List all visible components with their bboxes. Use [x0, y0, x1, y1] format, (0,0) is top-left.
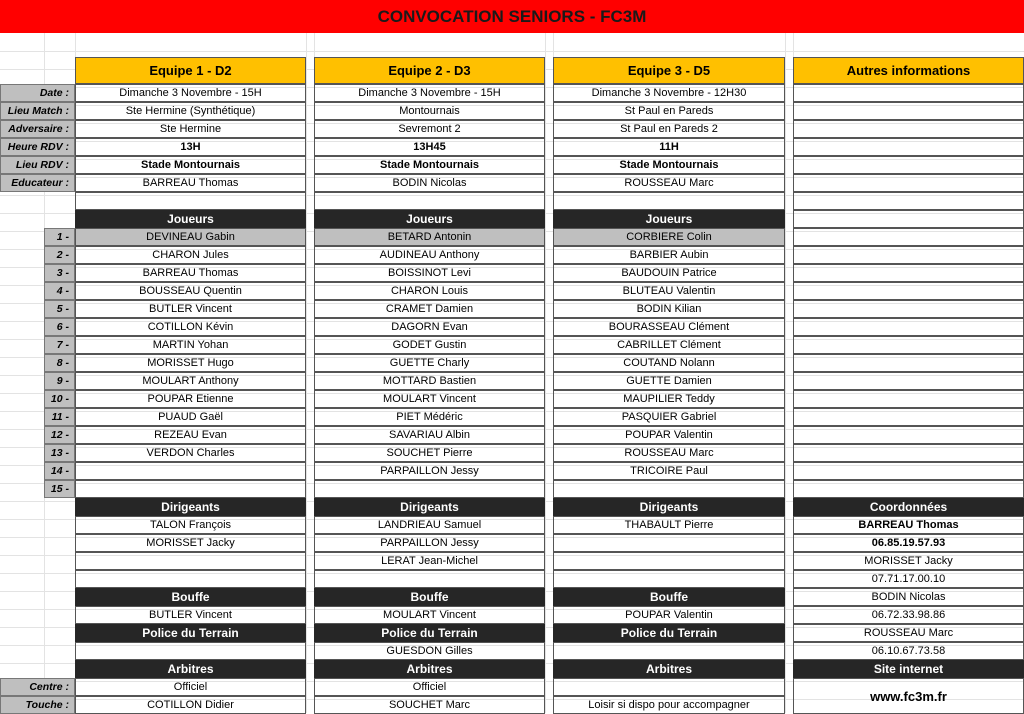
info-label: Lieu Match :: [0, 102, 75, 120]
player-number: 2 -: [44, 246, 75, 264]
player-name: SAVARIAU Albin: [314, 426, 545, 444]
player-name: PUAUD Gaël: [75, 408, 306, 426]
info-value: St Paul en Pareds: [553, 102, 785, 120]
coordonnee: MORISSET Jacky: [793, 552, 1024, 570]
player-name: BAUDOUIN Patrice: [553, 264, 785, 282]
info-value: Ste Hermine (Synthétique): [75, 102, 306, 120]
player-number: 14 -: [44, 462, 75, 480]
arbitre-label: Touche :: [0, 696, 75, 714]
empty-cell: [314, 192, 545, 210]
player-number: 5 -: [44, 300, 75, 318]
team-header: Equipe 2 - D3: [314, 57, 545, 84]
section-site: Site internet: [793, 660, 1024, 678]
coordonnee: BARREAU Thomas: [793, 516, 1024, 534]
player-name: VERDON Charles: [75, 444, 306, 462]
dirigeant-name: [553, 552, 785, 570]
coordonnee: 06.10.67.73.58: [793, 642, 1024, 660]
coordonnee: 07.71.17.00.10: [793, 570, 1024, 588]
info-value: Stade Montournais: [314, 156, 545, 174]
info-value: BARREAU Thomas: [75, 174, 306, 192]
police-name: GUESDON Gilles: [314, 642, 545, 660]
player-name: AUDINEAU Anthony: [314, 246, 545, 264]
info-value: St Paul en Pareds 2: [553, 120, 785, 138]
player-name: GUETTE Charly: [314, 354, 545, 372]
other-info-cell: [793, 246, 1024, 264]
section-joueurs: Joueurs: [553, 210, 785, 228]
section-joueurs: Joueurs: [75, 210, 306, 228]
info-value: Dimanche 3 Novembre - 12H30: [553, 84, 785, 102]
player-name: SOUCHET Pierre: [314, 444, 545, 462]
player-name: DAGORN Evan: [314, 318, 545, 336]
info-label: Heure RDV :: [0, 138, 75, 156]
player-number: 10 -: [44, 390, 75, 408]
player-name: CHARON Jules: [75, 246, 306, 264]
other-info-cell: [793, 390, 1024, 408]
coordonnee: BODIN Nicolas: [793, 588, 1024, 606]
player-name: ROUSSEAU Marc: [553, 444, 785, 462]
player-name: [314, 480, 545, 498]
other-info-cell: [793, 120, 1024, 138]
info-value: Sevremont 2: [314, 120, 545, 138]
player-name: GODET Gustin: [314, 336, 545, 354]
section-dirigeants: Dirigeants: [75, 498, 306, 516]
other-info-cell: [793, 372, 1024, 390]
player-name: MAUPILIER Teddy: [553, 390, 785, 408]
player-name: CHARON Louis: [314, 282, 545, 300]
coordonnee: 06.85.19.57.93: [793, 534, 1024, 552]
team-header: Autres informations: [793, 57, 1024, 84]
info-value: BODIN Nicolas: [314, 174, 545, 192]
player-name: BARREAU Thomas: [75, 264, 306, 282]
arbitre-name: SOUCHET Marc: [314, 696, 545, 714]
other-info-cell: [793, 84, 1024, 102]
player-name: PASQUIER Gabriel: [553, 408, 785, 426]
player-name: COTILLON Kévin: [75, 318, 306, 336]
other-info-cell: [793, 210, 1024, 228]
player-name: COUTAND Nolann: [553, 354, 785, 372]
player-name: BOURASSEAU Clément: [553, 318, 785, 336]
other-info-cell: [793, 264, 1024, 282]
section-dirigeants: Dirigeants: [314, 498, 545, 516]
bouffe-name: BUTLER Vincent: [75, 606, 306, 624]
player-name: BLUTEAU Valentin: [553, 282, 785, 300]
player-name: REZEAU Evan: [75, 426, 306, 444]
player-name: CORBIERE Colin: [553, 228, 785, 246]
other-info-cell: [793, 300, 1024, 318]
player-name: PARPAILLON Jessy: [314, 462, 545, 480]
other-info-cell: [793, 480, 1024, 498]
player-number: 11 -: [44, 408, 75, 426]
section-bouffe: Bouffe: [314, 588, 545, 606]
section-bouffe: Bouffe: [553, 588, 785, 606]
player-name: BOISSINOT Levi: [314, 264, 545, 282]
player-name: POUPAR Valentin: [553, 426, 785, 444]
player-name: GUETTE Damien: [553, 372, 785, 390]
section-arbitres: Arbitres: [553, 660, 785, 678]
arbitre-name: Loisir si dispo pour accompagner: [553, 696, 785, 714]
info-value: Stade Montournais: [553, 156, 785, 174]
section-joueurs: Joueurs: [314, 210, 545, 228]
player-number: 1 -: [44, 228, 75, 246]
dirigeant-name: LANDRIEAU Samuel: [314, 516, 545, 534]
grid-column-line: [785, 33, 786, 713]
info-value: Montournais: [314, 102, 545, 120]
info-value: Dimanche 3 Novembre - 15H: [75, 84, 306, 102]
other-info-cell: [793, 426, 1024, 444]
player-name: POUPAR Etienne: [75, 390, 306, 408]
player-name: PIET Médéric: [314, 408, 545, 426]
dirigeant-name: [553, 534, 785, 552]
arbitre-label: Centre :: [0, 678, 75, 696]
player-name: MOULART Vincent: [314, 390, 545, 408]
player-name: DEVINEAU Gabin: [75, 228, 306, 246]
section-bouffe: Bouffe: [75, 588, 306, 606]
arbitre-name: Officiel: [314, 678, 545, 696]
page-title: CONVOCATION SENIORS - FC3M: [0, 0, 1024, 33]
player-number: 13 -: [44, 444, 75, 462]
info-label: Lieu RDV :: [0, 156, 75, 174]
player-name: BOUSSEAU Quentin: [75, 282, 306, 300]
other-info-cell: [793, 174, 1024, 192]
coordonnee: ROUSSEAU Marc: [793, 624, 1024, 642]
player-name: BETARD Antonin: [314, 228, 545, 246]
player-name: CRAMET Damien: [314, 300, 545, 318]
other-info-cell: [793, 354, 1024, 372]
info-label: Educateur :: [0, 174, 75, 192]
info-value: 13H45: [314, 138, 545, 156]
dirigeant-name: LERAT Jean-Michel: [314, 552, 545, 570]
dirigeant-name: [75, 552, 306, 570]
arbitre-name: Officiel: [75, 678, 306, 696]
bouffe-name: MOULART Vincent: [314, 606, 545, 624]
empty-cell: [793, 192, 1024, 210]
player-number: 7 -: [44, 336, 75, 354]
other-info-cell: [793, 138, 1024, 156]
dirigeant-name: [314, 570, 545, 588]
arbitre-name: [553, 678, 785, 696]
website-link: www.fc3m.fr: [793, 678, 1024, 714]
bouffe-name: POUPAR Valentin: [553, 606, 785, 624]
player-name: MOTTARD Bastien: [314, 372, 545, 390]
grid-column-line: [306, 33, 307, 713]
other-info-cell: [793, 444, 1024, 462]
section-police: Police du Terrain: [314, 624, 545, 642]
section-coordonnees: Coordonnées: [793, 498, 1024, 516]
dirigeant-name: TALON François: [75, 516, 306, 534]
info-value: Stade Montournais: [75, 156, 306, 174]
other-info-cell: [793, 408, 1024, 426]
info-value: 13H: [75, 138, 306, 156]
info-label: Adversaire :: [0, 120, 75, 138]
other-info-cell: [793, 156, 1024, 174]
other-info-cell: [793, 102, 1024, 120]
player-name: [75, 462, 306, 480]
dirigeant-name: THABAULT Pierre: [553, 516, 785, 534]
player-number: 8 -: [44, 354, 75, 372]
player-name: TRICOIRE Paul: [553, 462, 785, 480]
player-name: BUTLER Vincent: [75, 300, 306, 318]
other-info-cell: [793, 282, 1024, 300]
player-name: [553, 480, 785, 498]
other-info-cell: [793, 462, 1024, 480]
section-arbitres: Arbitres: [314, 660, 545, 678]
player-name: MORISSET Hugo: [75, 354, 306, 372]
coordonnee: 06.72.33.98.86: [793, 606, 1024, 624]
dirigeant-name: PARPAILLON Jessy: [314, 534, 545, 552]
other-info-cell: [793, 228, 1024, 246]
police-name: [75, 642, 306, 660]
info-value: Ste Hermine: [75, 120, 306, 138]
dirigeant-name: [75, 570, 306, 588]
team-header: Equipe 3 - D5: [553, 57, 785, 84]
player-number: 3 -: [44, 264, 75, 282]
grid-column-line: [545, 33, 546, 713]
police-name: [553, 642, 785, 660]
info-value: ROUSSEAU Marc: [553, 174, 785, 192]
empty-cell: [553, 192, 785, 210]
player-name: BODIN Kilian: [553, 300, 785, 318]
player-number: 12 -: [44, 426, 75, 444]
section-police: Police du Terrain: [553, 624, 785, 642]
player-number: 6 -: [44, 318, 75, 336]
team-header: Equipe 1 - D2: [75, 57, 306, 84]
dirigeant-name: MORISSET Jacky: [75, 534, 306, 552]
player-number: 9 -: [44, 372, 75, 390]
grid-line: [0, 51, 1024, 52]
info-value: Dimanche 3 Novembre - 15H: [314, 84, 545, 102]
other-info-cell: [793, 318, 1024, 336]
player-name: CABRILLET Clément: [553, 336, 785, 354]
other-info-cell: [793, 336, 1024, 354]
empty-cell: [75, 192, 306, 210]
info-value: 11H: [553, 138, 785, 156]
player-number: 4 -: [44, 282, 75, 300]
player-name: MARTIN Yohan: [75, 336, 306, 354]
player-number: 15 -: [44, 480, 75, 498]
info-label: Date :: [0, 84, 75, 102]
player-name: MOULART Anthony: [75, 372, 306, 390]
arbitre-name: COTILLON Didier: [75, 696, 306, 714]
player-name: [75, 480, 306, 498]
dirigeant-name: [553, 570, 785, 588]
section-dirigeants: Dirigeants: [553, 498, 785, 516]
player-name: BARBIER Aubin: [553, 246, 785, 264]
section-arbitres: Arbitres: [75, 660, 306, 678]
section-police: Police du Terrain: [75, 624, 306, 642]
